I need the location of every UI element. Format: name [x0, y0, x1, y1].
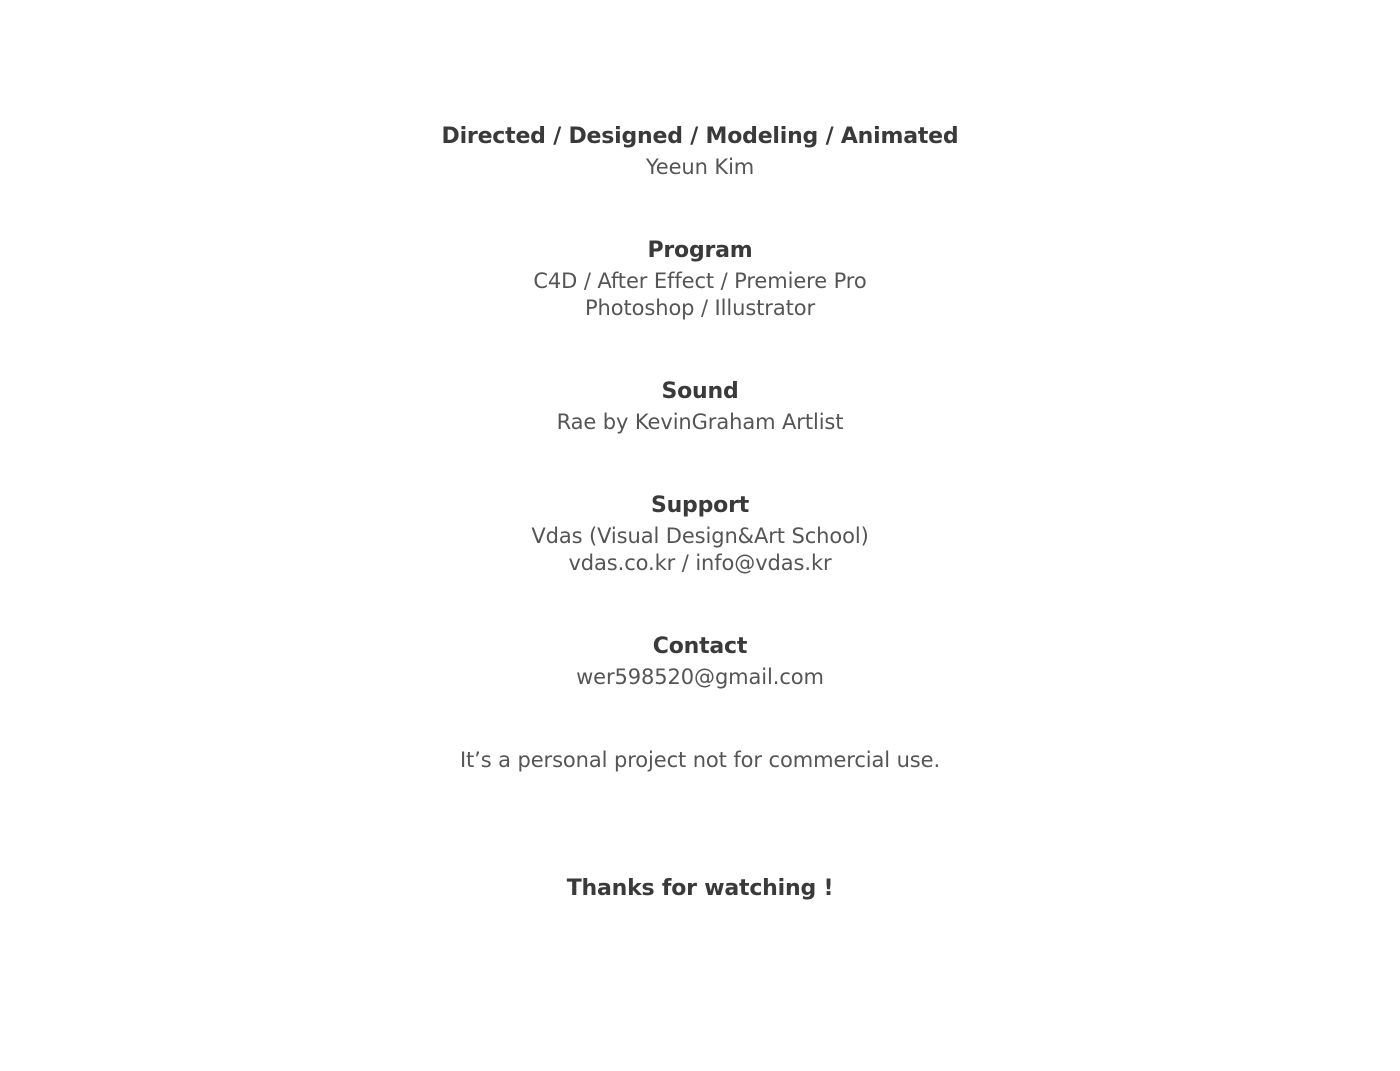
- contact-email: wer598520@gmail.com: [576, 665, 824, 689]
- section-heading-program: Program: [647, 238, 753, 263]
- section-heading-support: Support: [650, 493, 750, 518]
- sound-line: Rae by KevinGraham Artlist: [556, 410, 844, 434]
- section-heading-sound: Sound: [661, 379, 739, 404]
- program-line-1: C4D / After Effect / Premiere Pro: [533, 269, 867, 293]
- credits-section-sound: [0, 375, 1400, 436]
- closing-message: Thanks for watching !: [566, 876, 834, 901]
- support-line-1: Vdas (Visual Design&Art School): [531, 524, 869, 548]
- credits-section-contact: [0, 630, 1400, 691]
- credits-section-program: [0, 234, 1400, 322]
- section-heading-director: Directed / Designed / Modeling / Animated: [441, 124, 959, 149]
- program-line-2: Photoshop / Illustrator: [584, 296, 816, 320]
- section-heading-contact: Contact: [652, 634, 748, 659]
- credits-block: [0, 120, 1400, 906]
- director-name: Yeeun Kim: [645, 155, 755, 179]
- credits-section-support: [0, 489, 1400, 577]
- support-line-2: vdas.co.kr / info@vdas.kr: [568, 551, 832, 575]
- disclaimer-note: It’s a personal project not for commercial use.: [459, 748, 941, 772]
- credits-section-director: [0, 120, 1400, 181]
